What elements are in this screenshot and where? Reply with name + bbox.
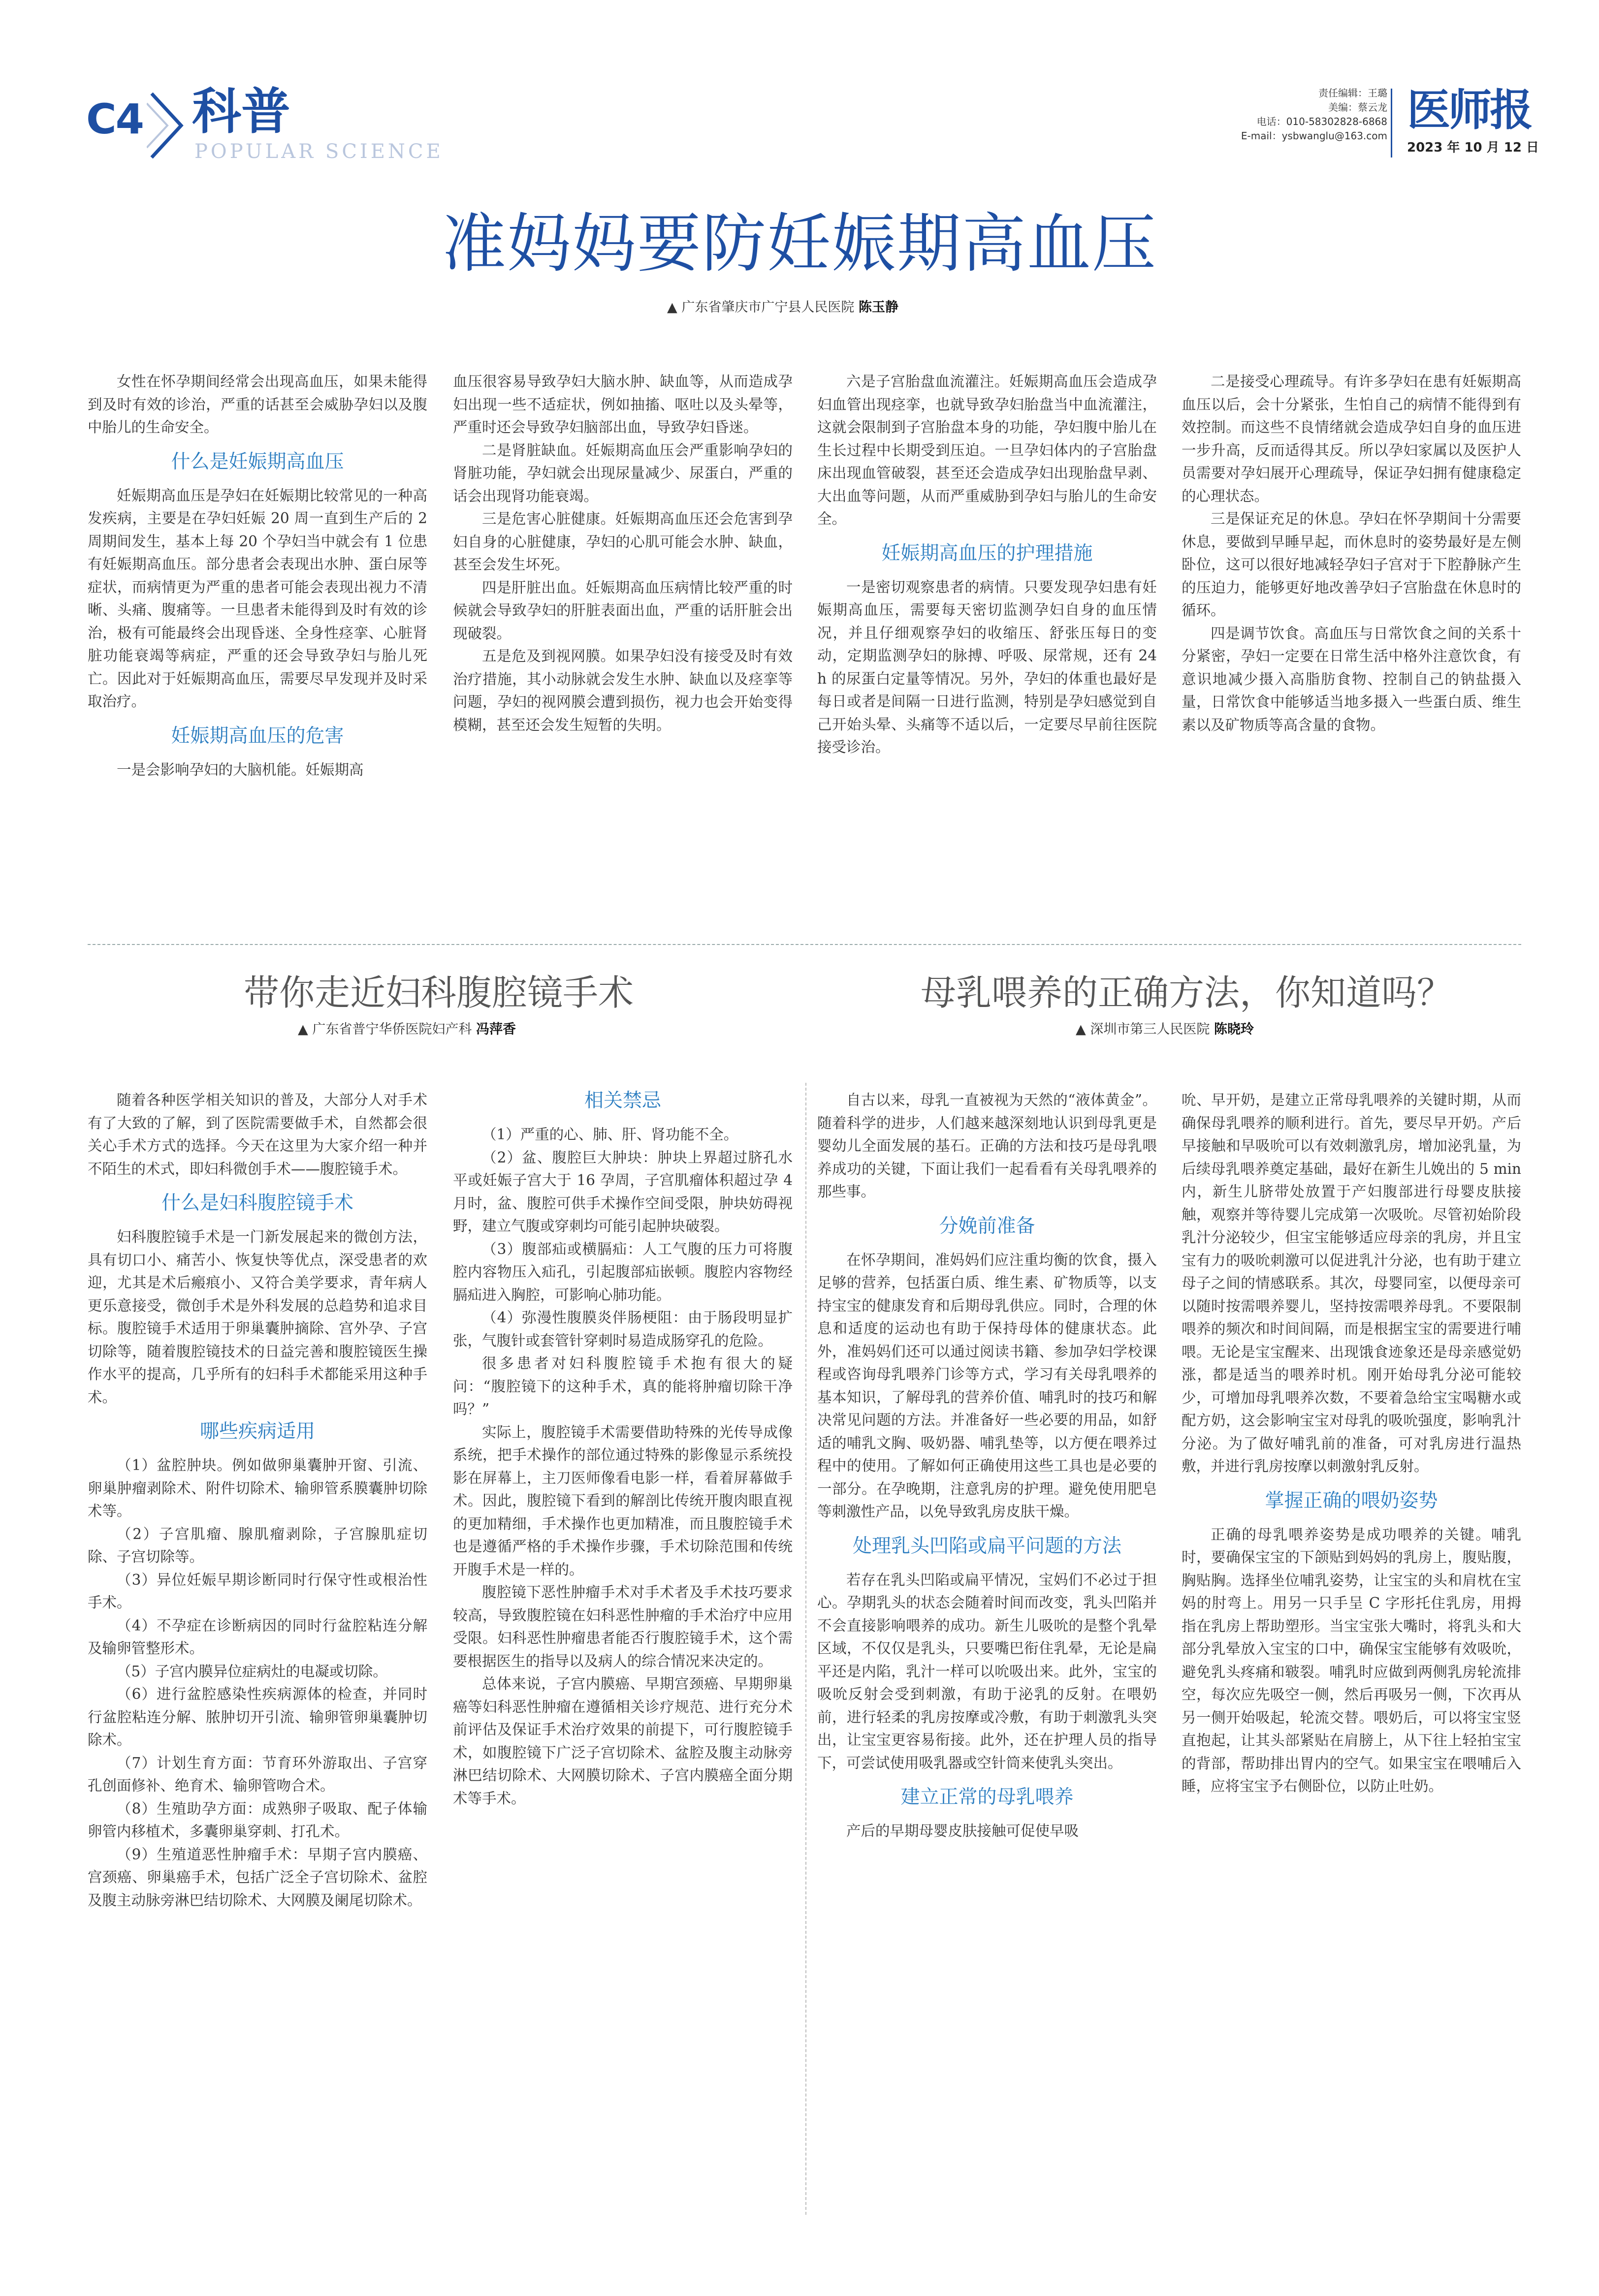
section-title: 科普 xyxy=(192,83,290,140)
paragraph: 吮、早开奶，是建立正常母乳喂养的关键时期，从而确保母乳喂养的顺利进行。首先，要尽早开奶。产后早接触和早吸吮可以有效刺激乳房，增加泌乳量，为后续母乳喂养奠定基础，最好在新生儿娩出的 5 min 内，新生儿脐带处放置于产妇腹部进行母婴皮肤接触，观察并等待婴儿完成第一次吸吮。尽管初始阶段乳汁分泌较少，但宝宝能够适应母亲的乳房，并且宝宝有力的吸吮刺激可以促进乳汁分泌，也有助于建立母子之间的情感联系。其次，母婴同室，以便母亲可以随时按需喂养婴儿，坚持按需喂养母乳。不要限制喂养的频次和时间间隔，而是根据宝宝的需要进行哺喂。无论是宝宝醒来、出现饿食迹象还是母亲感觉奶涨，都是适当的喂养时机。刚开始母乳分泌可能较少，可增加母乳喂养次数，不要着急给宝宝喝糖水或配方奶，这会影响宝宝对母乳的吸吮强度，影响乳汁分泌。为了做好哺乳前的准备，可对乳房进行温热敷，并进行乳房按摩以刺激射乳反射。 xyxy=(1182,1092,1521,1475)
paragraph: 很多患者对妇科腹腔镜手术抱有很大的疑问：“腹腔镜下的这种手术，真的能将肿瘤切除干净吗？” xyxy=(453,1355,793,1417)
editor-credit: 责任编辑：王璐 xyxy=(1318,87,1387,99)
section-heading: 什么是妇科腹腔镜手术 xyxy=(161,1192,353,1214)
phone-info: 电话：010-58302828-6868 xyxy=(1256,116,1387,127)
section-heading: 掌握正确的喂奶姿势 xyxy=(1265,1489,1438,1512)
paragraph: 五是危及到视网膜。如果孕妇没有接受及时有效治疗措施，其小动脉就会发生水肿、缺血以及痉挛等问题，孕妇的视网膜会遭到损伤，视力也会开始变得模糊，甚至还会发生短暂的失明。 xyxy=(453,648,793,733)
list-item: （7）计划生育方面：节育环外游取出、子宫穿孔创面修补、绝育术、输卵管吻合术。 xyxy=(88,1754,427,1794)
article2-column-1 xyxy=(88,1089,427,1912)
list-item: （1）严重的心、肺、肝、肾功能不全。 xyxy=(482,1126,738,1143)
paragraph: 二是肾脏缺血。妊娠期高血压会严重影响孕妇的肾脏功能，孕妇就会出现尿量减少、尿蛋白，严重的话会出现肾功能衰竭。 xyxy=(453,441,793,504)
paragraph: 二是接受心理疏导。有许多孕妇在患有妊娠期高血压以后，会十分紧张，生怕自己的病情不能得到有效控制。而这些不良情绪就会造成孕妇自身的血压进一步升高，反而适得其反。所以孕妇家属以及医护人员需要对孕妇展开心理疏导，保证孕妇拥有健康稳定的心理状态。 xyxy=(1182,373,1521,504)
list-item: （1）盆腔肿块。例如做卵巢囊肿开窗、引流、卵巢肿瘤剥除术、附件切除术、输卵管系膜囊肿切除术等。 xyxy=(88,1457,427,1519)
section-heading: 妊娠期高血压的危害 xyxy=(171,724,344,747)
designer-credit: 美编：蔡云龙 xyxy=(1328,101,1387,113)
section-heading: 建立正常的母乳喂养 xyxy=(900,1786,1074,1808)
article-title-3: 母乳喂养的正确方法，你知道吗？ xyxy=(921,972,1453,1013)
section-heading: 哪些疾病适用 xyxy=(199,1420,315,1443)
list-item: （3）腹部疝或横膈疝：人工气腹的压力可将腹腔内容物压入疝孔，引起腹部疝嵌顿。腹腔内容物经膈疝进入胸腔，可影响心肺功能。 xyxy=(453,1240,793,1303)
paragraph: 四是肝脏出血。妊娠期高血压病情比较严重的时候就会导致孕妇的肝脏表面出血，严重的话肝脏会出现破裂。 xyxy=(453,579,793,642)
paragraph: 三是保证充足的休息。孕妇在怀孕期间十分需要休息，要做到早睡早起，而休息时的姿势最好是左侧卧位，这可以很好地减轻孕妇子宫对于下腔静脉产生的压迫力，能够更好地改善孕妇子宫胎盘在休息时的循环。 xyxy=(1182,510,1521,619)
article3-column-2 xyxy=(1182,1089,1521,1798)
list-item: （4）弥漫性腹膜炎伴肠梗阻：由于肠段明显扩张，气腹针或套管针穿刺时易造成肠穿孔的危险。 xyxy=(453,1309,793,1349)
email-info: E-mail：ysbwanglu@163.com xyxy=(1241,130,1387,142)
column-divider xyxy=(805,1083,806,2215)
newspaper-logo: 医师报 xyxy=(1407,85,1532,135)
paragraph: 在怀孕期间，准妈妈们应注重均衡的饮食，摄入足够的营养，包括蛋白质、维生素、矿物质等，以支持宝宝的健康发育和后期母乳供应。同时，合理的休息和适度的运动也有助于保持母体的健康状态。此外，准妈妈们还可以通过阅读书籍、参加孕妇学校课程或咨询母乳喂养门诊等方式，学习有关母乳喂养的基本知识，了解母乳的营养价值、哺乳时的技巧和解决常见问题的方法。并准备好一些必要的用品，如舒适的哺乳文胸、吸奶器、哺乳垫等，以方便在喂养过程中的使用。了解如何正确使用这些工具也是必要的一部分。在孕晚期，注意乳房的护理。避免使用肥皂等刺激性产品，以免导致乳房皮肤干燥。 xyxy=(817,1251,1157,1520)
article1-column-2 xyxy=(453,370,793,736)
article-byline-1 xyxy=(667,299,898,316)
list-item: （2）子宫肌瘤、腺肌瘤剥除，子宫腺肌症切除、子宫切除等。 xyxy=(88,1525,427,1565)
section-subtitle-en: POPULAR SCIENCE xyxy=(194,140,444,163)
article-byline-2 xyxy=(298,1021,516,1038)
section-heading: 相关禁忌 xyxy=(584,1090,661,1112)
byline-org: ▲ 广东省肇庆市广宁县人民医院 xyxy=(667,300,855,315)
paragraph: 随着各种医学相关知识的普及，大部分人对手术有了大致的了解，到了医院需要做手术，自然都会很关心手术方式的选择。今天在这里为大家介绍一种并不陌生的术式，即妇科微创手术——腹腔镜手术。 xyxy=(88,1092,427,1177)
article-byline-3 xyxy=(1076,1021,1254,1038)
byline-author: 陈玉静 xyxy=(858,300,898,315)
list-item: （5）子宫内膜异位症病灶的电凝或切除。 xyxy=(117,1663,387,1680)
section-divider xyxy=(88,944,1521,945)
chevron-right-icon xyxy=(147,89,191,162)
paragraph: 自古以来，母乳一直被视为天然的“液体黄金”。随着科学的进步，人们越来越深刻地认识到母乳更是婴幼儿全面发展的基石。正确的方法和技巧是母乳喂养成功的关键，下面让我们一起看看有关母乳喂养的那些事。 xyxy=(817,1092,1157,1200)
paragraph: 一是会影响孕妇的大脑机能。妊娠期高 xyxy=(117,761,364,778)
paragraph: 妊娠期高血压是孕妇在妊娠期比较常见的一种高发疾病，主要是在孕妇妊娠 20 周一直到生产后的 2 周期间发生，基本上每 20 个孕妇当中就会有 1 位患有妊娠期高血压。部分患者会表现出水肿、蛋白尿等症状，而病情更为严重的患者可能会表现出视力不清晰、头痛、腹痛等。一旦患者未能得到及时有效的诊治，极有可能最终会出现昏迷、全身性痉挛、心脏肾脏功能衰竭等病症，严重的还会导致孕妇与胎儿死亡。因此对于妊娠期高血压，需要尽早发现并及时采取治疗。 xyxy=(88,487,427,710)
paragraph: 六是子宫胎盘血流灌注。妊娠期高血压会造成孕妇血管出现痉挛，也就导致孕妇胎盘当中血流灌注，这就会限制到子宫胎盘本身的功能，孕妇腹中胎儿在生长过程中长期受到压迫。一旦孕妇体内的子宫胎盘床出现血管破裂，甚至还会造成孕妇出现胎盘早剥、大出血等问题，从而严重威胁到孕妇与胎儿的生命安全。 xyxy=(817,373,1157,527)
paragraph: 血压很容易导致孕妇大脑水肿、缺血等，从而造成孕妇出现一些不适症状，例如抽搐、呕吐以及头晕等，严重时还会导致孕妇脑部出血，导致孕妇昏迷。 xyxy=(453,373,793,436)
article2-column-2 xyxy=(453,1089,793,1810)
paragraph: 女性在怀孕期间经常会出现高血压，如果未能得到及时有效的诊治，严重的话甚至会威胁孕妇以及腹中胎儿的生命安全。 xyxy=(88,373,427,436)
publication-date: 2023 年 10 月 12 日 xyxy=(1407,140,1539,155)
section-heading: 分娩前准备 xyxy=(939,1215,1035,1237)
paragraph: 三是危害心脏健康。妊娠期高血压还会危害到孕妇自身的心脏健康，孕妇的心肌可能会水肿、缺血，甚至会发生坏死。 xyxy=(453,510,793,573)
editor-info xyxy=(1241,86,1387,143)
section-heading: 什么是妊娠期高血压 xyxy=(171,450,344,473)
article1-column-4 xyxy=(1182,370,1521,736)
paragraph: 妇科腹腔镜手术是一门新发展起来的微创方法，具有切口小、痛苦小、恢复快等优点，深受患者的欢迎，尤其是术后瘢痕小、又符合美学要求，青年病人更乐意接受，微创手术是外科发展的总趋势和追求目标。腹腔镜手术适用于卵巢囊肿摘除、宫外孕、子宫切除等，随着腹腔镜技术的日益完善和腹腔镜医生操作水平的提高，几乎所有的妇科手术都能采用这种手术。 xyxy=(88,1228,427,1406)
list-item: （3）异位妊娠早期诊断同时行保守性或根治性手术。 xyxy=(88,1571,427,1611)
list-item: （4）不孕症在诊断病因的同时行盆腔粘连分解及输卵管整形术。 xyxy=(88,1617,427,1657)
article1-column-3 xyxy=(817,370,1157,759)
list-item: （9）生殖道恶性肿瘤手术：早期子宫内膜癌、宫颈癌、卵巢癌手术，包括广泛全子宫切除术、盆腔及腹主动脉旁淋巴结切除术、大网膜及阑尾切除术。 xyxy=(88,1846,427,1909)
byline-org: ▲ 深圳市第三人民医院 xyxy=(1076,1022,1210,1037)
page-number: C4 xyxy=(86,95,144,143)
article3-column-1 xyxy=(817,1089,1157,1843)
section-heading: 处理乳头凹陷或扁平问题的方法 xyxy=(852,1535,1121,1557)
paragraph: 实际上，腹腔镜手术需要借助特殊的光传导成像系统，把手术操作的部位通过特殊的影像显示系统投影在屏幕上，主刀医师像看电影一样，看着屏幕做手术。因此，腹腔镜下看到的解剖比传统开腹肉眼直视的更加精细，手术操作也更加精准，而且腹腔镜手术也是遵循严格的手术操作步骤，手术切除范围和传统开腹手术是一样的。 xyxy=(453,1423,793,1578)
paragraph: 正确的母乳喂养姿势是成功喂养的关键。哺乳时，要确保宝宝的下颌贴到妈妈的乳房上，腹贴腹，胸贴胸。选择坐位哺乳姿势，让宝宝的头和肩枕在宝妈的肘弯上。用另一只手呈 C 字形托住乳房，用拇指在乳房上帮助塑形。当宝宝张大嘴时，将乳头和大部分乳晕放入宝宝的口中，确保宝宝能够有效吸吮，避免乳头疼痛和皲裂。哺乳时应做到两侧乳房轮流排空，每次应先吸空一侧，然后再吸另一侧，下次再从另一侧开始吸起，轮流交替。喂奶后，可以将宝宝竖直抱起，让其头部紧贴在肩膀上，从下往上轻拍宝宝的背部，帮助排出胃内的空气。如果宝宝在喂哺后入睡，应将宝宝予右侧卧位，以防止吐奶。 xyxy=(1182,1526,1521,1794)
paragraph: 若存在乳头凹陷或扁平情况，宝妈们不必过于担心。孕期乳头的状态会随着时间而改变，乳头凹陷并不会直接影响喂养的成功。新生儿吸吮的是整个乳晕区域，不仅仅是乳头，只要嘴巴衔住乳晕，无论是扁平还是内陷，乳汁一样可以吮吸出来。此外，宝宝的吸吮反射会受到刺激，有助于泌乳的反射。在喂奶前，进行轻柔的乳房按摩或冷敷，有助于刺激乳头突出，让宝宝更容易衔接。此外，还在护理人员的指导下，可尝试使用吸乳器或空针筒来使乳头突出。 xyxy=(817,1571,1157,1771)
list-item: （2）盆、腹腔巨大肿块：肿块上界超过脐孔水平或妊娠子宫大于 16 孕周，子宫肌瘤体积超过孕 4 月时，盆、腹腔可供手术操作空间受限，肿块妨碍视野，建立气腹或穿刺均可能引起肿块破裂。 xyxy=(453,1149,793,1234)
header-divider xyxy=(1391,89,1392,157)
byline-author: 陈晓玲 xyxy=(1214,1022,1254,1037)
paragraph: 腹腔镜下恶性肿瘤手术对手术者及手术技巧要求较高，导致腹腔镜在妇科恶性肿瘤的手术治疗中应用受限。妇科恶性肿瘤患者能否行腹腔镜手术，这个需要根据医生的指导以及病人的综合情况来决定的。 xyxy=(453,1584,793,1669)
byline-author: 冯萍香 xyxy=(476,1022,516,1037)
paragraph: 四是调节饮食。高血压与日常饮食之间的关系十分紧密，孕妇一定要在日常生活中格外注意饮食，有意识地减少摄入高脂肪食物、控制自己的钠盐摄入量，日常饮食中能够适当地多摄入一些蛋白质、维生素以及矿物质等高含量的食物。 xyxy=(1182,625,1521,733)
paragraph: 一是密切观察患者的病情。只要发现孕妇患有妊娠期高血压，需要每天密切监测孕妇自身的血压情况，并且仔细观察孕妇的收缩压、舒张压每日的变动，定期监测孕妇的脉搏、呼吸、尿常规，还有 24 h 的尿蛋白定量等情况。另外，孕妇的体重也最好是每日或者是间隔一日进行监测，特别是孕妇感觉到自己开始头晕、头痛等不适以后，一定要尽早前往医院接受诊治。 xyxy=(817,578,1157,755)
list-item: （8）生殖助孕方面：成熟卵子吸取、配子体输卵管内移植术，多囊卵巢穿刺、打孔术。 xyxy=(88,1800,427,1840)
article1-column-1 xyxy=(88,370,427,781)
article-title-1: 准妈妈要防妊娠期高血压 xyxy=(442,206,1157,281)
section-heading: 妊娠期高血压的护理措施 xyxy=(881,542,1093,565)
list-item: （6）进行盆腔感染性疾病源体的检查，并同时行盆腔粘连分解、脓肿切开引流、输卵管卵巢囊肿切除术。 xyxy=(88,1686,427,1748)
paragraph: 总体来说，子宫内膜癌、早期宫颈癌、早期卵巢癌等妇科恶性肿瘤在遵循相关诊疗规范、进行充分术前评估及保证手术治疗效果的前提下，可行腹腔镜手术，如腹腔镜下广泛子宫切除术、盆腔及腹主动脉旁淋巴结切除术、大网膜切除术、子宫内膜癌全面分期术等手术。 xyxy=(453,1675,793,1807)
paragraph: 产后的早期母婴皮肤接触可促使早吸 xyxy=(846,1823,1079,1839)
byline-org: ▲ 广东省普宁华侨医院妇产科 xyxy=(298,1022,472,1037)
article-title-2: 带你走近妇科腹腔镜手术 xyxy=(244,972,634,1013)
